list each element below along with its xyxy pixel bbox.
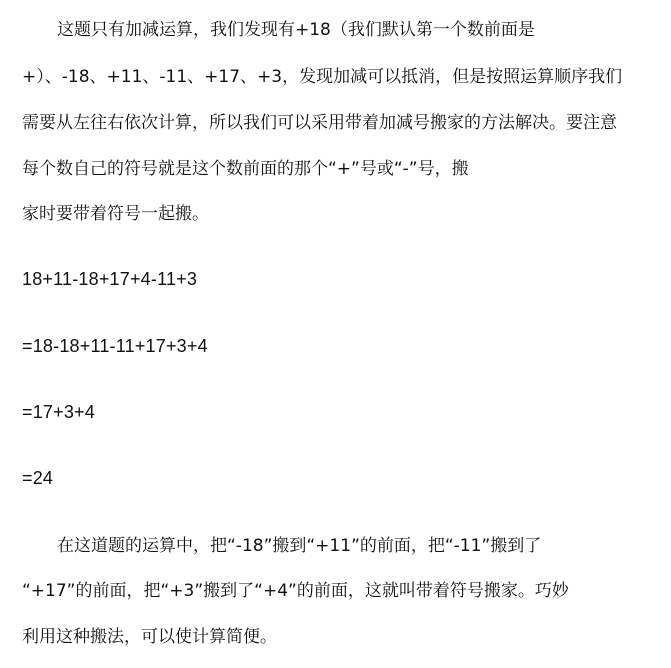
text-line: 在这道题的运算中，把“-18”搬到“+11”的前面，把“-11”搬到了 xyxy=(57,536,542,556)
text-line: 家时要带着符号一起搬。 xyxy=(22,204,209,224)
equation-line: =18-18+11-11+17+3+4 xyxy=(22,336,208,356)
text-line: 需要从左往右依次计算，所以我们可以采用带着加减号搬家的方法解决。要注意 xyxy=(22,113,617,133)
text-line: “+17”的前面，把“+3”搬到了“+4”的前面，这就叫带着符号搬家。巧妙 xyxy=(22,581,569,601)
text-line: 每个数自己的符号就是这个数前面的那个“+”号或“-”号，搬 xyxy=(22,159,469,179)
equation-line: 18+11-18+17+4-11+3 xyxy=(22,269,198,289)
equation-line: =17+3+4 xyxy=(22,402,95,422)
text-line: 这题只有加减运算，我们发现有+18（我们默认第一个数前面是 xyxy=(57,20,535,40)
text-line: 利用这种搬法，可以使计算简便。 xyxy=(22,627,277,647)
equation-line: =24 xyxy=(22,468,54,488)
text-line: +）、-18、+11、-11、+17、+3，发现加减可以抵消，但是按照运算顺序我们 xyxy=(22,67,623,87)
